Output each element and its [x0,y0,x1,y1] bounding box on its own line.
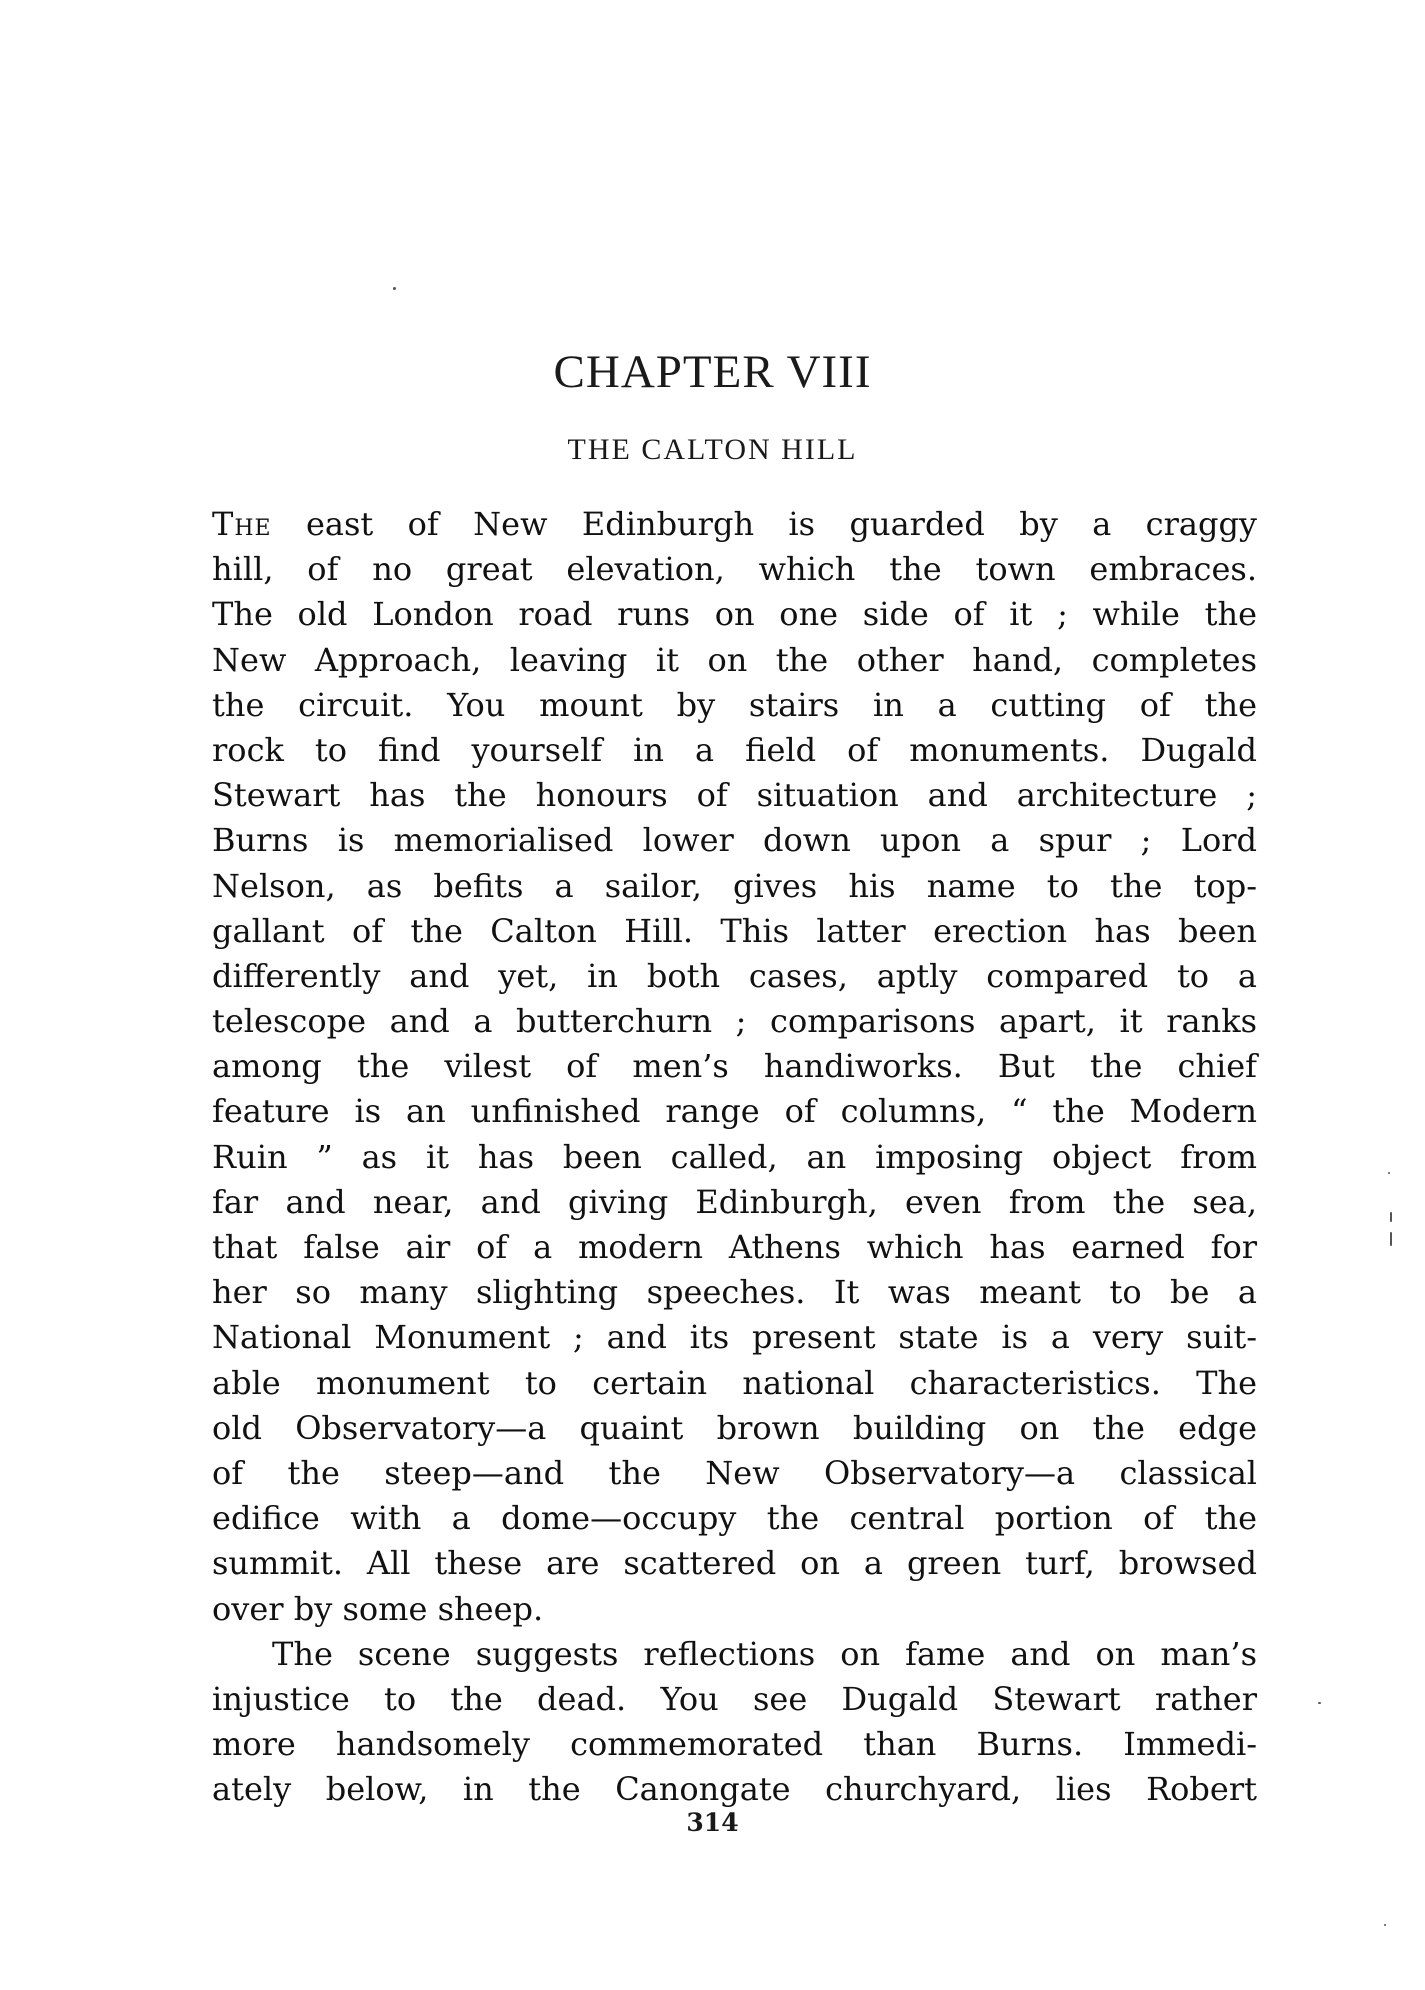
text-line: telescope and a butterchurn ; comparisons apart, it ranks [212,1002,1257,1041]
text-line: edifice with a dome—occupy the central portion of the [212,1499,1257,1538]
text-line: ately below, in the Canongate churchyard, lies Robert [212,1770,1257,1809]
chapter-subtitle: THE CALTON HILL [567,433,858,466]
text-line: hill, of no great elevation, which the town embraces. [212,550,1257,589]
text-line: Nelson, as befits a sailor, gives his name to the top- [212,866,1257,905]
text-line: old Observatory—a quaint brown building on the edge [212,1408,1257,1447]
text-line: feature is an unfinished range of columns, “ the Modern [212,1092,1257,1131]
text-line: the circuit. You mount by stairs in a cutting of the [212,685,1257,724]
text-line: more handsomely commemorated than Burns. Immedi- [212,1725,1257,1764]
text-line: Ruin ” as it has been called, an imposing object from [212,1137,1257,1176]
text-line-content: east of New Edinburgh is guarded by a craggy [271,505,1257,543]
scan-speck [1388,1172,1390,1174]
text-line: of the steep—and the New Observatory—a classical [212,1453,1257,1492]
scan-speck [1318,1702,1321,1704]
text-line: that false air of a modern Athens which has earned for [212,1228,1257,1266]
text-line: over by some sheep. [212,1589,544,1628]
text-line: rock to find yourself in a field of monuments. Dugald [212,730,1257,769]
text-line: National Monument ; and its present state is a very suit- [212,1318,1257,1357]
text-line: able monument to certain national characteristics. The [212,1363,1257,1402]
text-line: injustice to the dead. You see Dugald Stewart rather [212,1679,1257,1718]
body-text [212,502,1257,1812]
text-line: far and near, and giving Edinburgh, even from the sea, [212,1182,1257,1221]
opening-word: The [212,505,272,543]
scan-speck [1390,1232,1392,1246]
text-line: gallant of the Calton Hill. This latter erection has been [212,911,1257,950]
text-line: among the vilest of men’s handiworks. But the chief [212,1047,1257,1086]
text-line-content: The scene suggests reflections on fame and on man’s [272,1634,1257,1673]
text-line: The old London road runs on one side of it ; while the [212,595,1257,634]
text-line: Stewart has the honours of situation and architecture ; [212,776,1257,815]
scan-speck [1390,1212,1392,1222]
text-line [212,1632,1257,1677]
text-line: summit. All these are scattered on a green turf, browsed [212,1544,1257,1583]
text-line [212,502,1257,547]
text-line: her so many slighting speeches. It was meant to be a [212,1273,1257,1312]
text-line: Burns is memorialised lower down upon a spur ; Lord [212,821,1257,860]
scan-speck [1384,1924,1386,1926]
scan-speck [393,287,396,290]
chapter-heading: CHAPTER VIII [553,346,872,398]
text-line: New Approach, leaving it on the other hand, completes [212,640,1257,679]
text-line: differently and yet, in both cases, aptly compared to a [212,956,1257,995]
page-number: 314 [686,1808,739,1837]
